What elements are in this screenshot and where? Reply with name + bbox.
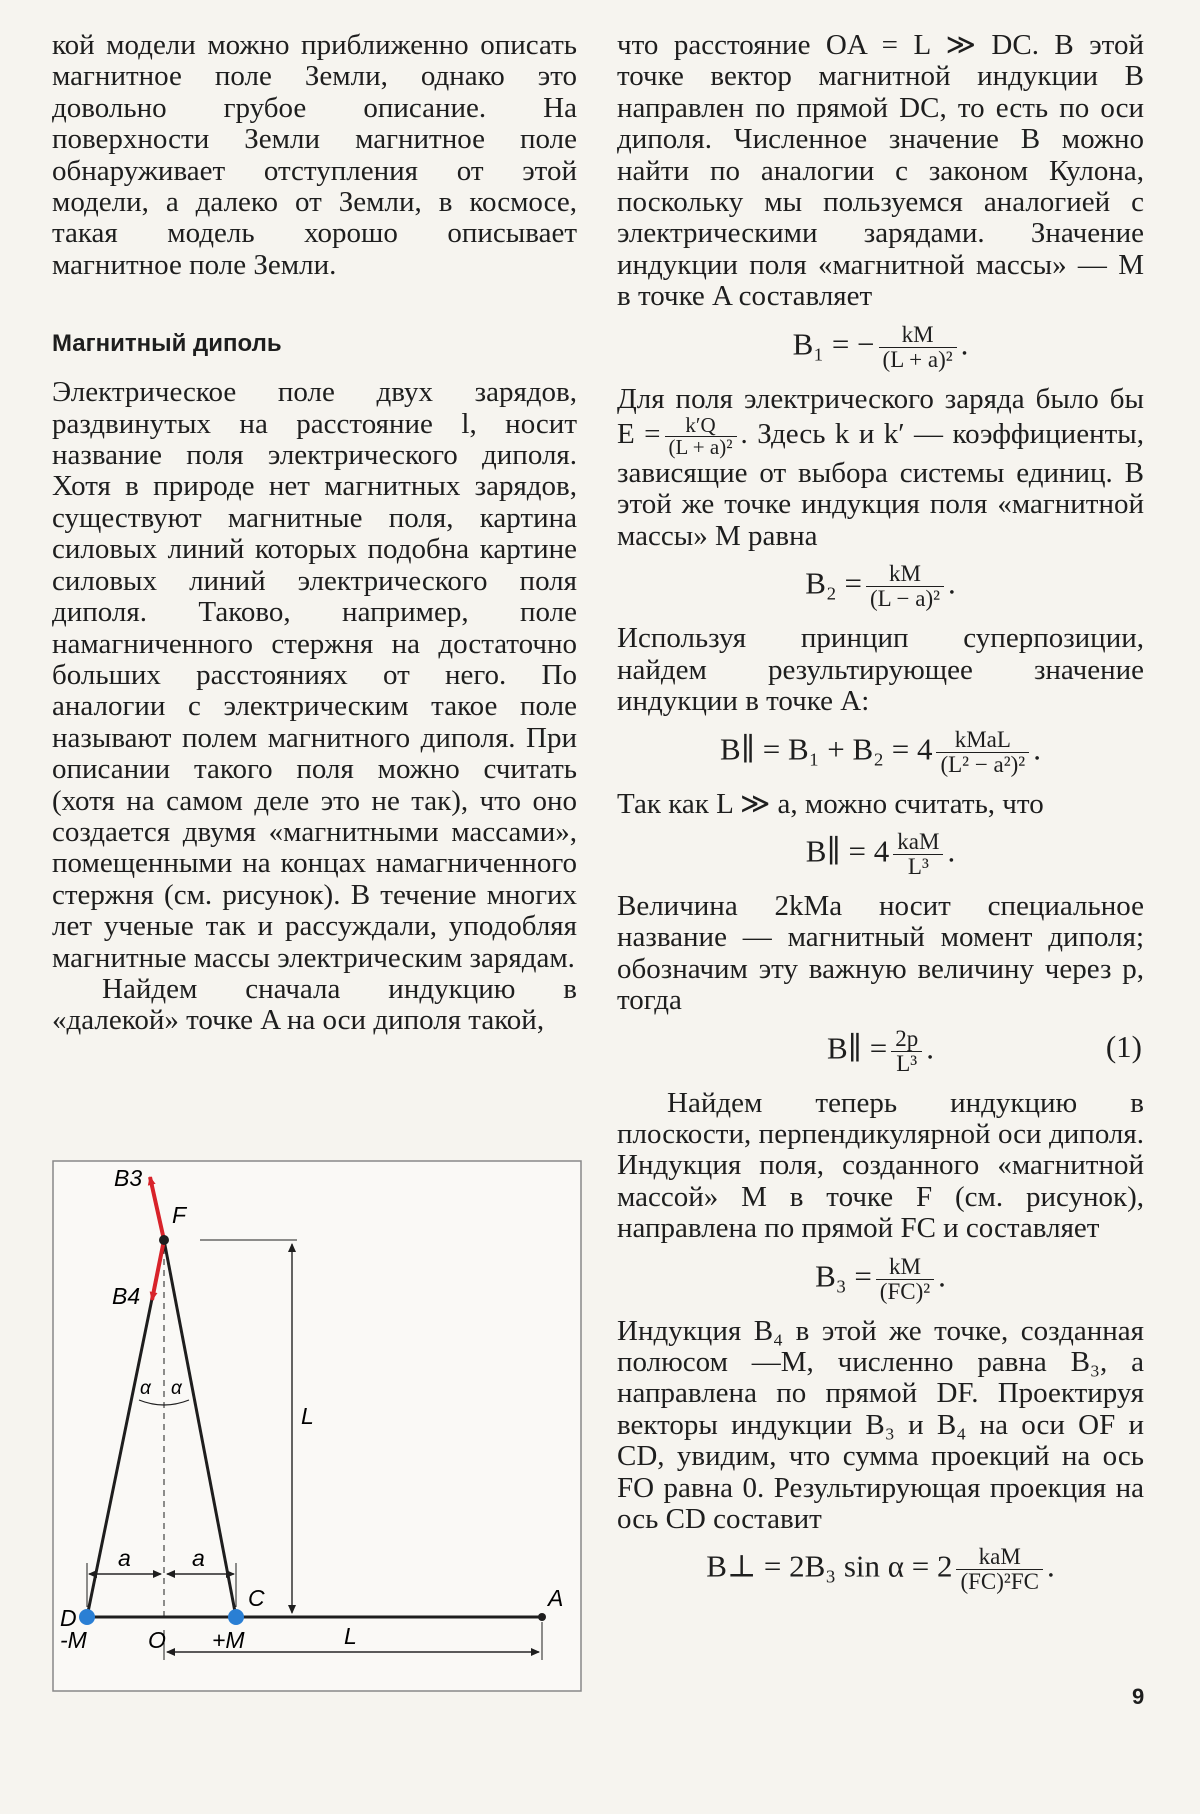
equation-1-numerator: 2p: [891, 1027, 922, 1052]
equation-1-end: .: [926, 1030, 934, 1066]
equation-bpar-sum-denominator: (L² − a²)²: [940, 751, 1026, 777]
equation-b1-numerator: kM: [879, 323, 957, 348]
equation-bperp-numerator: kaM: [956, 1545, 1042, 1570]
equation-number: (1): [1105, 1028, 1142, 1064]
approximation-paragraph: Так как L ≫ a, можно считать, что: [617, 787, 1044, 820]
label-alpha-left: α: [140, 1378, 151, 1399]
electric-analogy-text-a: Для поля электрического заряда было бы E =: [617, 382, 1144, 451]
label-a-left: a: [118, 1545, 131, 1571]
equation-bpar-sum-end: .: [1033, 731, 1041, 767]
equation-bpar-approx-lhs: B∥ = 4: [805, 833, 890, 869]
label-o: O: [148, 1627, 166, 1653]
label-b4: B4: [112, 1283, 141, 1309]
label-l-vertical: L: [301, 1403, 314, 1429]
electric-field-numerator: k′Q: [665, 415, 737, 437]
point-a-paragraph: Найдем сначала индукцию в «далекой» точке A на оси диполя такой,: [52, 972, 577, 1037]
equation-1-denominator: L³: [896, 1050, 918, 1076]
superposition-paragraph: Используя принцип суперпозиции, найдем результирующее значение индукции в точке A:: [617, 622, 1144, 718]
equation-bperp-denominator: (FC)²FC: [960, 1569, 1039, 1595]
equation-bpar-sum-lhs: B∥ = B₁ + B₂ = 4: [720, 731, 933, 767]
equation-1-lhs: B∥ =: [827, 1030, 888, 1066]
electric-field-denominator: (L + a)²: [668, 435, 733, 460]
equation-bpar-approx: [617, 830, 1144, 879]
equation-b1-fraction: [879, 323, 957, 372]
point-f: [159, 1235, 169, 1245]
equation-b2-end: .: [948, 565, 956, 601]
label-f: F: [172, 1202, 187, 1228]
equation-b3-fraction: [876, 1255, 934, 1304]
perpendicular-paragraph: Найдем теперь индукцию в плоскости, перпендикулярной оси диполя. Индукция поля, созданного «магнитной массой» M в точке F (см. рисунок), направлена по прямой FC и составляет: [617, 1086, 1144, 1245]
equation-b3: [617, 1255, 1144, 1304]
equation-bperp: [617, 1545, 1144, 1594]
distance-paragraph: что расстояние OA = L ≫ DC. В этой точке вектор магнитной индукции B направлен по прямой DC, то есть по оси диполя. Численное значение B можно найти по аналогии с законом Кулона, поскольку мы пользуемся аналогией с электрическими зарядами. Значение индукции поля «магнитной массы» — M в точке A составляет: [617, 29, 1144, 313]
label-a-point: A: [548, 1585, 564, 1611]
equation-bpar-sum-fraction: [936, 728, 1029, 777]
label-a-right: a: [192, 1545, 205, 1571]
equation-b3-lhs: B₃ =: [815, 1258, 872, 1294]
label-plus-m: +M: [212, 1627, 245, 1653]
label-d: D: [60, 1605, 77, 1631]
projection-paragraph: Индукция B₄ в этой же точке, созданная полюсом —M, численно равна B₃, а направлена по прямой DF. Проектируя векторы индукции B₃ и B₄ на оси OF и CD, увидим, что сумма проекций на ось FO равна 0. Результирующая проекция на ось CD составит: [617, 1314, 1144, 1535]
equation-bpar-approx-end: .: [947, 833, 956, 869]
intro-paragraph: кой модели можно приближенно описать магнитное поле Земли, однако это довольно грубое описание. На поверхности Земли магнитное поле обнаруживает отступления от этой модели, а далеко от Земли, в космосе, такая модель хорошо описывает магнитное поле Земли.: [52, 29, 577, 281]
label-alpha-right: α: [171, 1378, 182, 1399]
electric-analogy-text-b: . Здесь k и k′ — коэффициенты, зависящие от выбора системы единиц. В этой же точке индукция поля «магнитной массы» M равна: [617, 418, 1144, 552]
figure-frame: [53, 1161, 581, 1691]
point-a: [538, 1613, 546, 1621]
label-l-horizontal: L: [344, 1623, 357, 1649]
dipole-paragraph: Электрическое поле двух зарядов, раздвинутых на расстояние l, носит название поля электрического диполя. Хотя в природе нет магнитных зарядов, существуют магнитные поля, картина силовых линий которых подобна картине силовых линий электрического поля диполя. Таково, например, поле намагниченного стержня на достаточно больших расстояниях от него. По аналогии с электрическим такое поле называют полем магнитного диполя. При описании такого поля можно считать (хотя на самом деле это не так), что оно создается двумя «магнитными массами», помещенными на концах намагниченного стержня (см. рисунок). В течение многих лет ученые так и рассуждали, уподобляя магнитные массы электрическим зарядам.: [52, 376, 577, 974]
equation-b1-end: .: [960, 326, 969, 362]
electric-analogy-paragraph: [617, 384, 1144, 553]
equation-b3-denominator: (FC)²: [879, 1278, 931, 1304]
equation-b3-numerator: kM: [876, 1255, 934, 1280]
right-column: [617, 30, 1144, 1606]
equation-bpar-approx-denominator: L³: [907, 853, 929, 879]
electric-field-fraction: [665, 415, 737, 458]
equation-b2: [617, 562, 1144, 611]
equation-bpar-approx-numerator: kaM: [893, 830, 943, 855]
page-number: 9: [1132, 1684, 1145, 1709]
section-heading: Магнитный диполь: [52, 330, 282, 358]
equation-b1: [617, 323, 1144, 372]
equation-bperp-lhs: B⊥ = 2B₃ sin α = 2: [706, 1549, 953, 1585]
equation-1: [617, 1027, 1144, 1076]
magnetic-moment-paragraph: Величина 2kMa носит специальное название — магнитный момент диполя; обозначим эту важную величину через p, тогда: [617, 889, 1144, 1017]
equation-1-fraction: [891, 1027, 922, 1076]
label-c: C: [248, 1585, 265, 1611]
equation-b2-lhs: B₂ =: [805, 565, 862, 601]
equation-b1-lhs: B₁ = −: [792, 326, 875, 362]
equation-b3-end: .: [938, 1258, 946, 1294]
equation-bpar-sum-numerator: kMaL: [936, 728, 1029, 753]
pole-c-plus: [228, 1609, 244, 1625]
equation-b1-denominator: (L + a)²: [882, 346, 953, 372]
equation-b2-denominator: (L − a)²: [869, 586, 941, 612]
equation-bpar-approx-fraction: [893, 830, 943, 879]
dipole-figure: [52, 1160, 582, 1692]
pole-d-minus: [79, 1609, 95, 1625]
equation-b2-numerator: kM: [866, 562, 944, 587]
equation-bperp-end: .: [1046, 1549, 1055, 1585]
label-b3: B3: [114, 1165, 143, 1191]
equation-b2-fraction: [866, 562, 944, 611]
equation-bpar-sum: [617, 728, 1144, 777]
equation-bperp-fraction: [956, 1545, 1042, 1594]
label-minus-m: -M: [60, 1627, 87, 1653]
left-column: [52, 30, 577, 1037]
